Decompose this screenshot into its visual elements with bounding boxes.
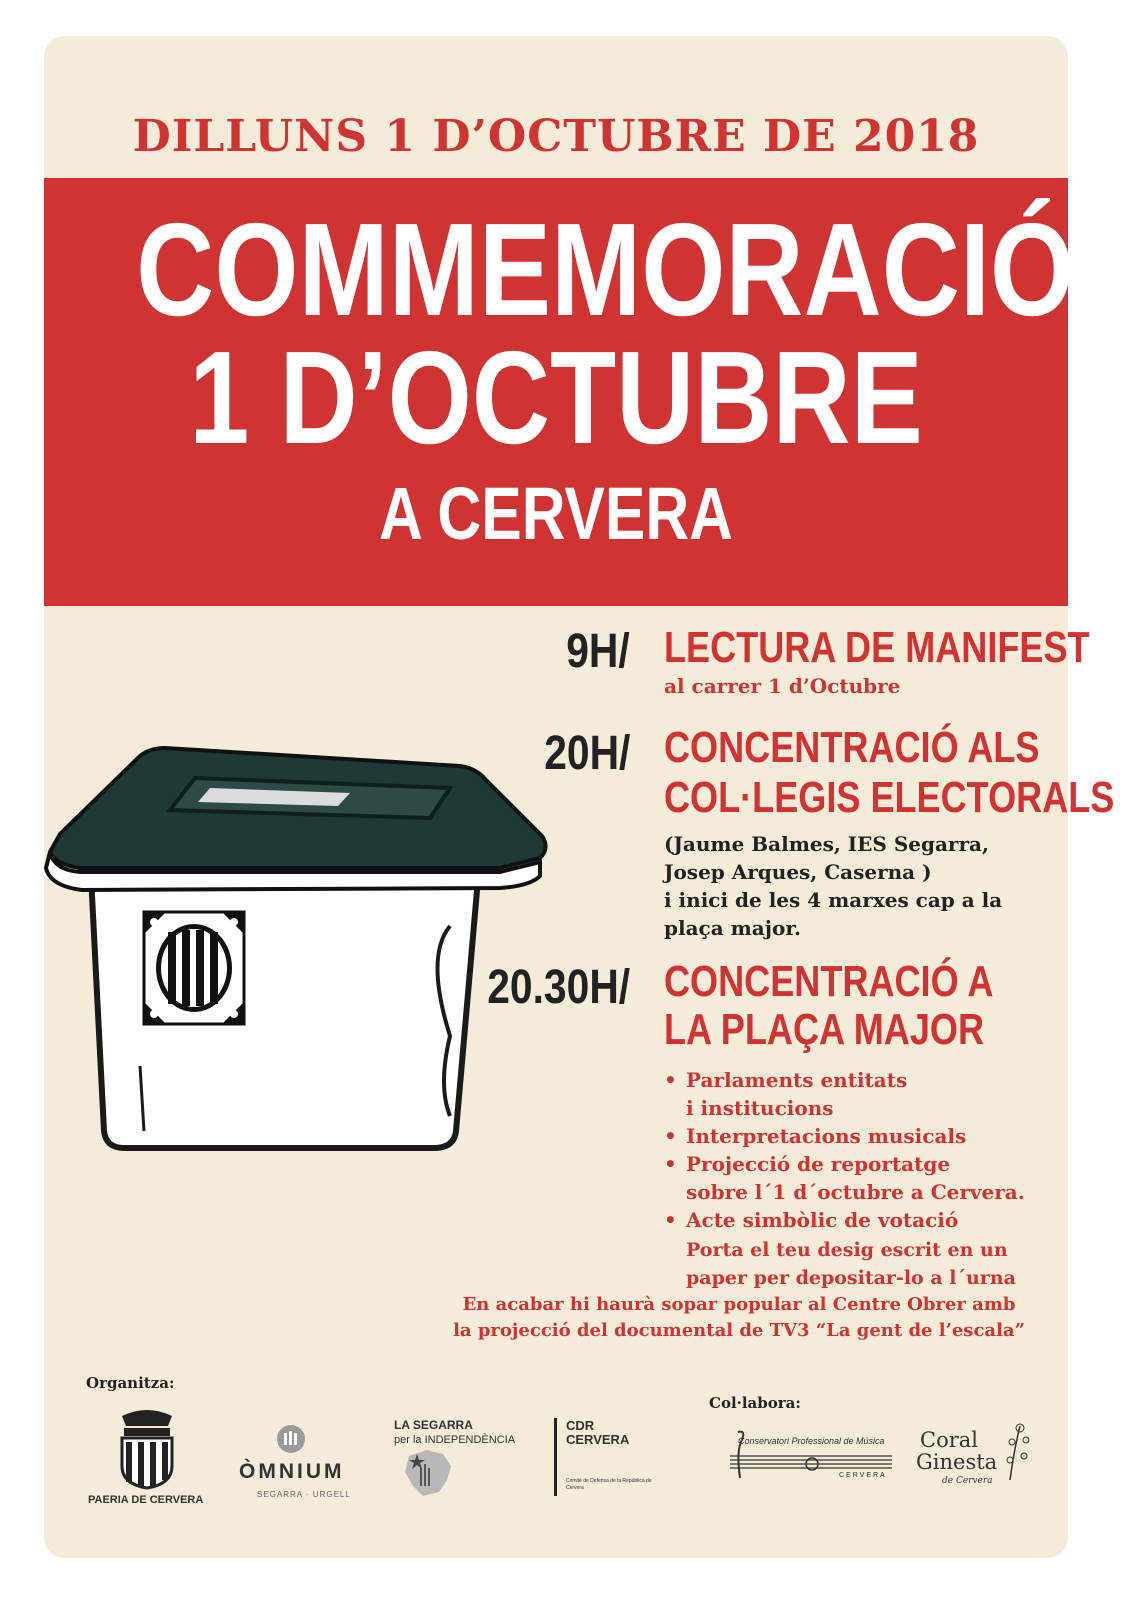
time-9h: 9H/ (566, 625, 630, 678)
conservatori-label: Conservatori Professional de Música (738, 1436, 885, 1446)
conservatori-sub: CERVERA (839, 1472, 887, 1479)
list-item: • Parlaments entitats i institucions (664, 1066, 1025, 1122)
detail-line-4: plaça major. (664, 916, 802, 940)
cdr-label-1: CDR (566, 1418, 595, 1433)
coral-label-3: de Cervera (942, 1476, 993, 1486)
title-line-3: A CERVERA (378, 472, 734, 555)
organitza-label: Organitza: (86, 1374, 175, 1392)
cdr-label-2: CERVERA (566, 1432, 630, 1447)
list-item: • Interpretacions musicals (664, 1122, 1025, 1150)
segarra-map-icon (399, 1446, 459, 1500)
ballot-box-illustration (20, 736, 560, 1166)
time-2030h: 20.30H/ (487, 961, 630, 1014)
heading-placa-1: CONCENTRACIÓ A (664, 957, 994, 1006)
detail-line-2: Josep Arques, Caserna ) (664, 860, 932, 884)
paeria-label: PAERIA DE CERVERA (88, 1494, 204, 1506)
time-20h: 20H/ (543, 727, 630, 780)
heading-concentracio-2: COL·LEGIS ELECTORALS (664, 773, 1115, 822)
list-item: • Projecció de reportatge sobre l´1 d´octubre a Cervera. (664, 1150, 1025, 1206)
activity-list (664, 1066, 1025, 1234)
event-date: DILLUNS 1 D’OCTUBRE DE 2018 (132, 111, 980, 162)
sub-manifest: al carrer 1 d’Octubre (664, 674, 901, 698)
title-line-1: COMMEMORACIÓ (136, 196, 1075, 343)
cdr-sub: Comitè de Defensa de la República de Cervera (566, 1478, 652, 1491)
heading-concentracio-1: CONCENTRACIÓ ALS (664, 723, 1040, 772)
dinner-note: En acabar hi haurà sopar popular al Centre Obrer amb la projecció del documental de TV3 “La gent de l’escala” (453, 1294, 1025, 1341)
coral-branch-icon (1000, 1420, 1036, 1484)
detail-line-1: (Jaume Balmes, IES Segarra, (664, 832, 989, 856)
title-line-2: 1 D’OCTUBRE (189, 324, 923, 471)
detail-line-3: i inici de les 4 marxes cap a la (664, 888, 1003, 912)
omnium-sub: SEGARRA · URGELL (257, 1490, 351, 1499)
heading-manifest: LECTURA DE MANIFEST (664, 623, 1090, 672)
paeria-shield-logo (112, 1408, 182, 1490)
poster (44, 36, 1115, 1558)
list-item: • Acte simbòlic de votació (664, 1206, 1025, 1234)
coral-label-1: Coral (920, 1428, 978, 1452)
segarra-label-2: per la INDEPENDÈNCIA (394, 1434, 516, 1446)
heading-placa-2: LA PLAÇA MAJOR (664, 1005, 985, 1054)
cdr-divider (554, 1418, 557, 1496)
coral-label-2: Ginesta (916, 1450, 998, 1474)
omnium-label: ÒMNIUM (239, 1460, 345, 1483)
vote-note: Porta el teu desig escrit en un paper per depositar-lo a l´urna (686, 1239, 1016, 1289)
segarra-label-1: LA SEGARRA (394, 1418, 473, 1432)
omnium-logo-mark (276, 1424, 306, 1454)
collabora-label: Col·labora: (709, 1394, 801, 1412)
